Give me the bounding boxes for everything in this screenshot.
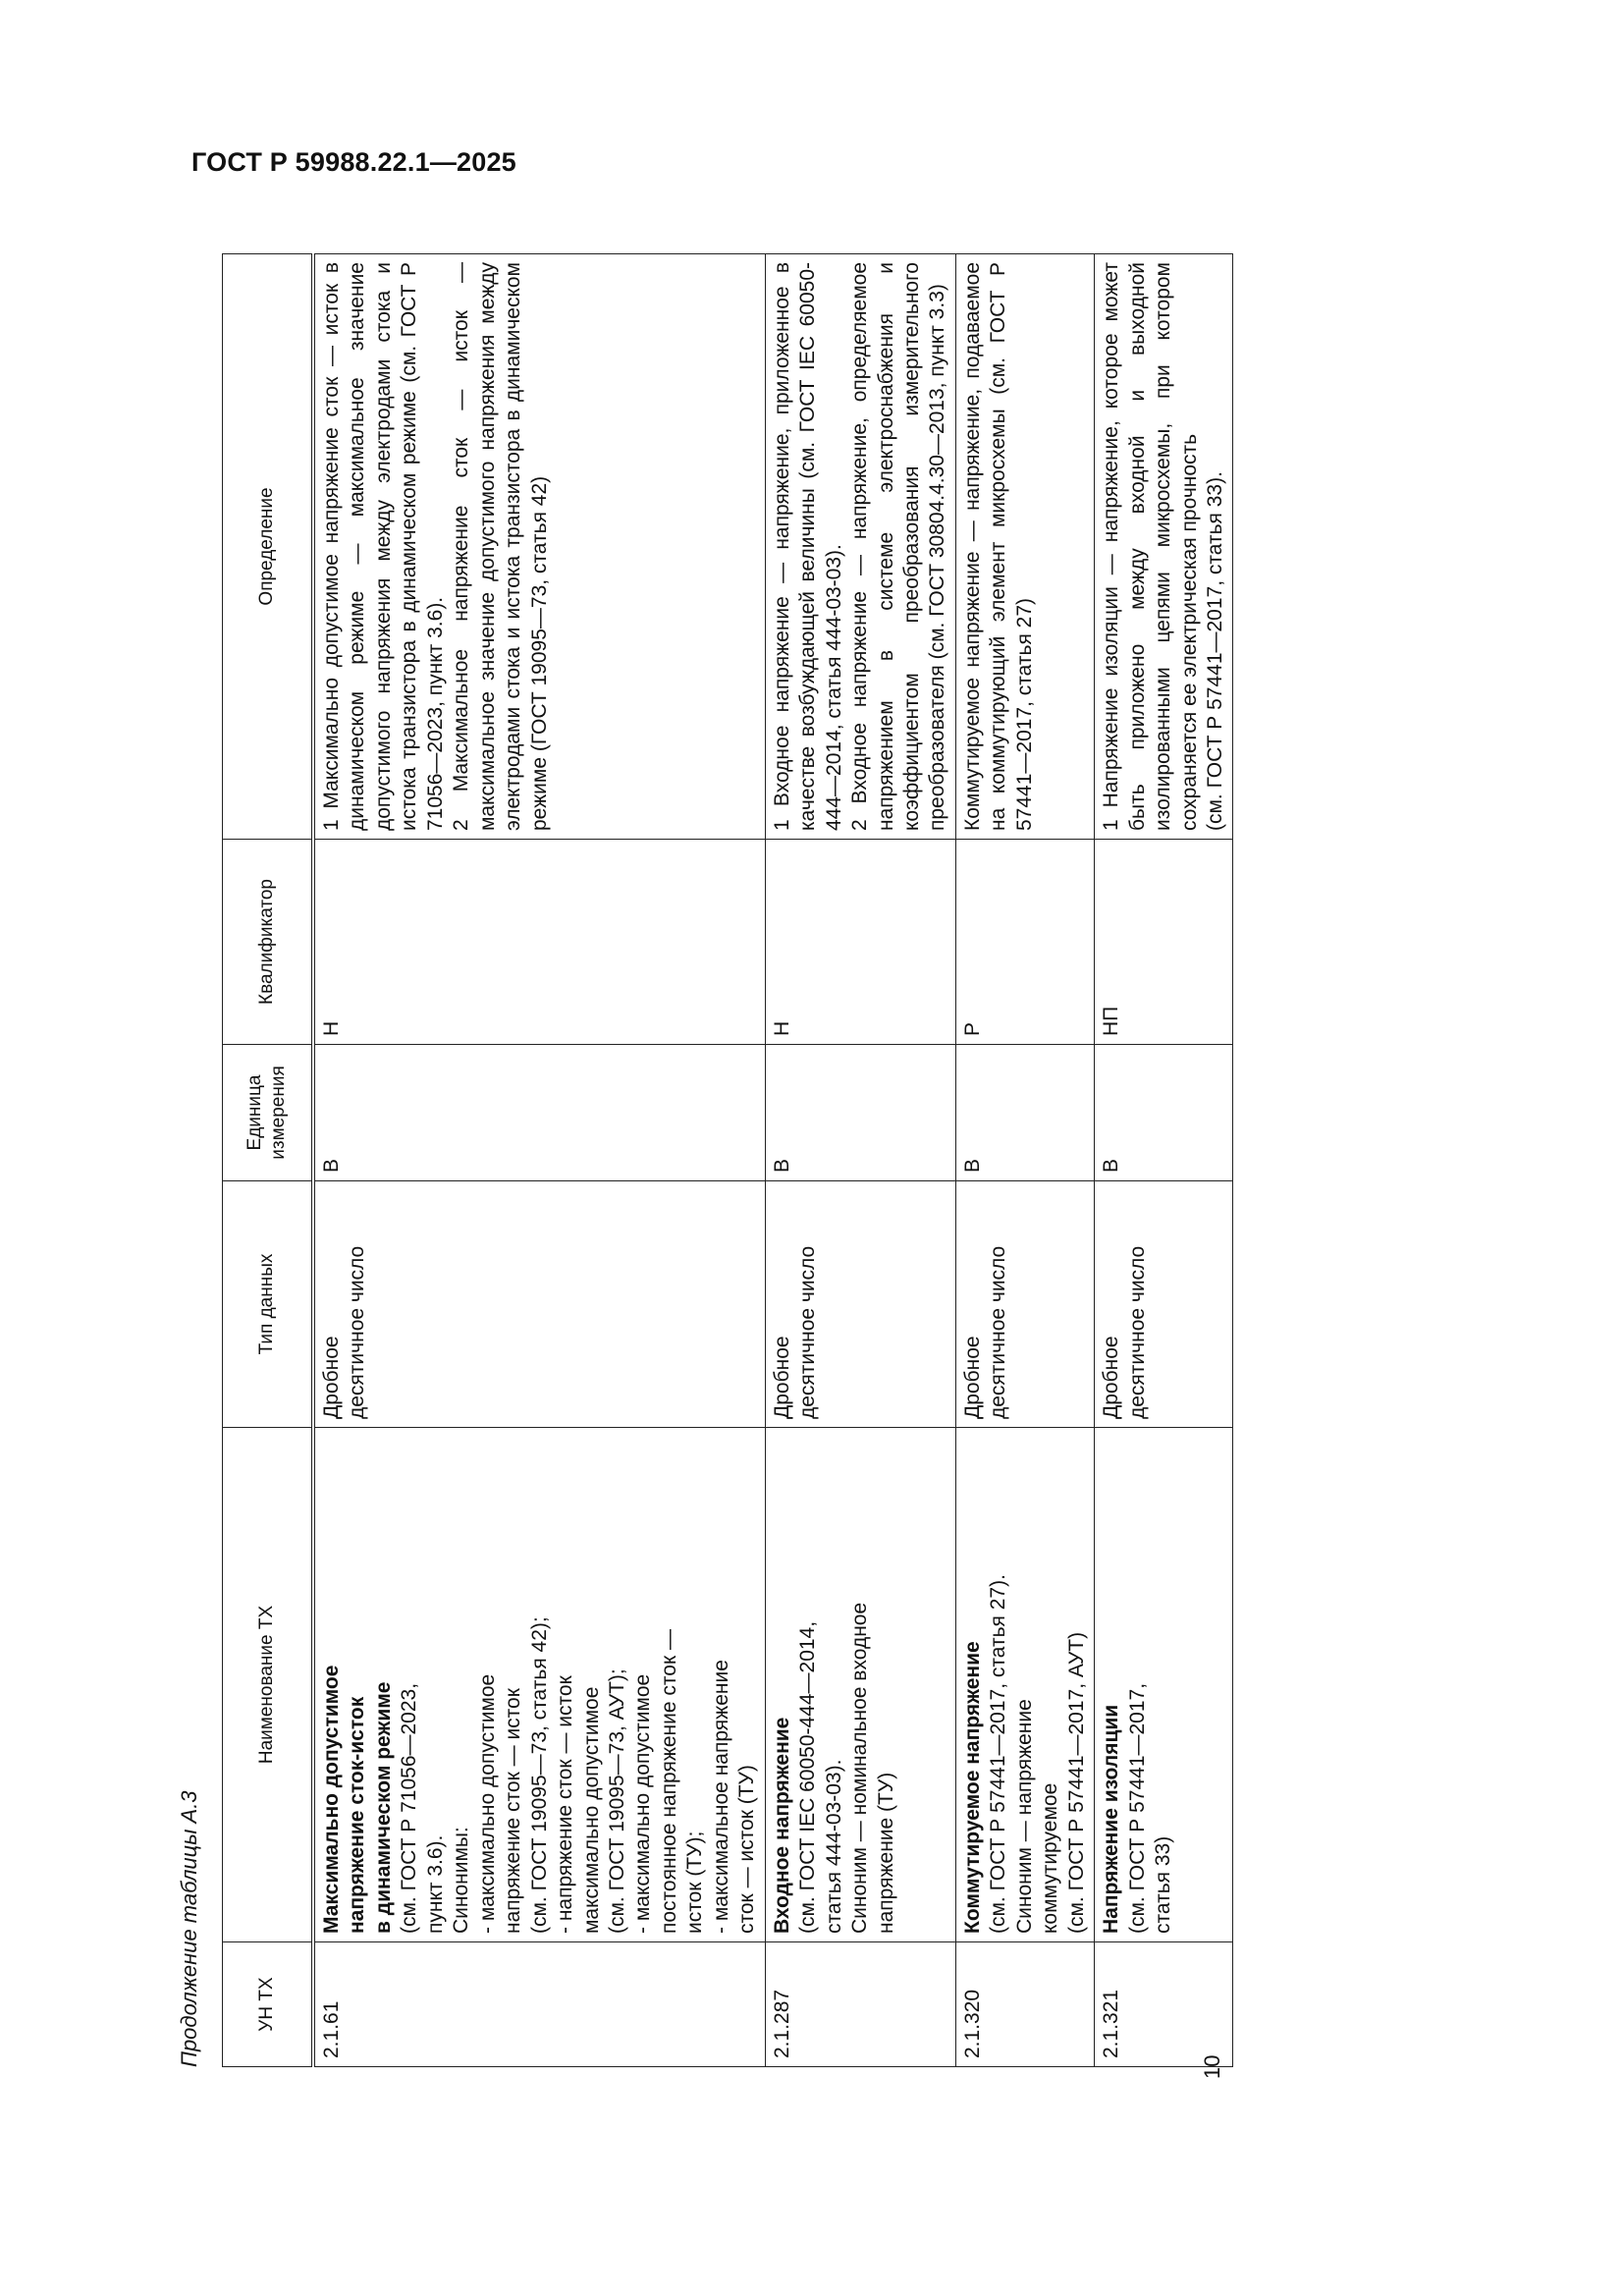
row-data-type: Дробное десятичное число xyxy=(1095,1181,1233,1428)
table-row xyxy=(1095,254,1233,2067)
row-data-type: Дробное десятичное число xyxy=(955,1181,1094,1428)
term-name: Входное напряжение xyxy=(770,1717,793,1934)
row-qualifier: Н xyxy=(765,840,955,1045)
term-reference: (см. ГОСТ Р 57441—2017, статья 33) xyxy=(1125,1682,1175,1934)
table-row xyxy=(313,254,765,2067)
row-id: 2.1.320 xyxy=(955,1942,1094,2067)
table-row xyxy=(955,254,1094,2067)
row-unit: В xyxy=(313,1045,765,1181)
column-header-qualifier: Квалификатор xyxy=(223,840,314,1045)
row-unit: В xyxy=(1095,1045,1233,1181)
row-definition: 1 Входное напряжение — напряжение, приложенное в качестве возбуждающей величины (см. ГОСТ IEC 60050-444—2014, статья 444-03-03). 2 Входное напряжение — напряжение, определяемое напряжением в системе электроснабжения и коэффициентом преобразования измерительного преобразователя (см. ГОСТ 30804.4.30—2013, пункт 3.3) xyxy=(765,254,955,840)
page-number: 10 xyxy=(1200,2054,1224,2079)
term-name: Максимально допустимое напряжение сток-исток в динамическом режиме xyxy=(320,1665,395,1934)
row-data-type: Дробное десятичное число xyxy=(765,1181,955,1428)
characteristics-table xyxy=(222,253,1233,2067)
row-definition: 1 Максимально допустимое напряжение сток — исток в динамическом режиме — максимальное значение допустимого напряжения между электродами стока и истока транзистора в динамическом режиме (см. ГОСТ Р 71056—2023, пункт 3.6). 2 Максимальное напряжение сток — исток —максимальное значение допустимого напряжения между электродами стока и истока транзистора в динамическом режиме (ГОСТ 19095—73, статья 42) xyxy=(313,254,765,840)
row-unit: В xyxy=(955,1045,1094,1181)
column-header-data-type: Тип данных xyxy=(223,1181,314,1428)
term-reference: (см. ГОСТ Р 57441—2017, статья 27). Синоним — напряжение коммутируемое (см. ГОСТ Р 57441—2017, АУТ) xyxy=(987,1574,1088,1934)
row-qualifier: Н xyxy=(313,840,765,1045)
row-name-cell xyxy=(765,1428,955,1942)
table-caption: Продолжение таблицы А.3 xyxy=(177,1790,201,2067)
term-name: Коммутируемое напряжение xyxy=(960,1641,984,1934)
table-row xyxy=(765,254,955,2067)
column-header-definition: Определение xyxy=(223,254,314,840)
row-name-cell xyxy=(955,1428,1094,1942)
row-definition: Коммутируемое напряжение — напряжение, подаваемое на коммутирующий элемент микросхемы (см. ГОСТ Р 57441—2017, статья 27) xyxy=(955,254,1094,840)
term-reference: (см. ГОСТ Р 71056—2023, пункт 3.6). Синонимы: - максимально допустимое напряжение сток — исток (см. ГОСТ 19095—73, статья 42); - напряжение сток — исток максимально допустимое (см. ГОСТ 19095—73, АУТ); - максимально допустимое постоянное напряжение сток — исток (ТУ); - максимальное напряжение сток — исток (ТУ) xyxy=(398,1616,759,1934)
row-id: 2.1.61 xyxy=(313,1942,765,2067)
row-id: 2.1.321 xyxy=(1095,1942,1233,2067)
table-header-row xyxy=(223,254,314,2067)
row-qualifier: Р xyxy=(955,840,1094,1045)
document-code-header: ГОСТ Р 59988.22.1—2025 xyxy=(191,147,516,177)
term-name: Напряжение изоляции xyxy=(1100,1704,1123,1934)
row-data-type: Дробное десятичное число xyxy=(313,1181,765,1428)
row-name-cell xyxy=(1095,1428,1233,1942)
row-name-cell xyxy=(313,1428,765,1942)
row-definition: 1 Напряжение изоляции — напряжение, которое может быть приложено между входной и выходной изолированными цепями микросхемы, при котором сохраняется ее электрическая прочность (см. ГОСТ Р 57441—2017, статья 33). xyxy=(1095,254,1233,840)
column-header-name: Наименование ТХ xyxy=(223,1428,314,1942)
row-id: 2.1.287 xyxy=(765,1942,955,2067)
term-reference: (см. ГОСТ IEC 60050-444—2014, статья 444-03-03). Синоним — номинальное входное напряжение (ТУ) xyxy=(796,1602,897,1934)
row-unit: В xyxy=(765,1045,955,1181)
column-header-id: УН ТХ xyxy=(223,1942,314,2067)
column-header-unit: Единица измерения xyxy=(223,1045,314,1181)
row-qualifier: НП xyxy=(1095,840,1233,1045)
rotated-page-content xyxy=(177,254,1353,2079)
